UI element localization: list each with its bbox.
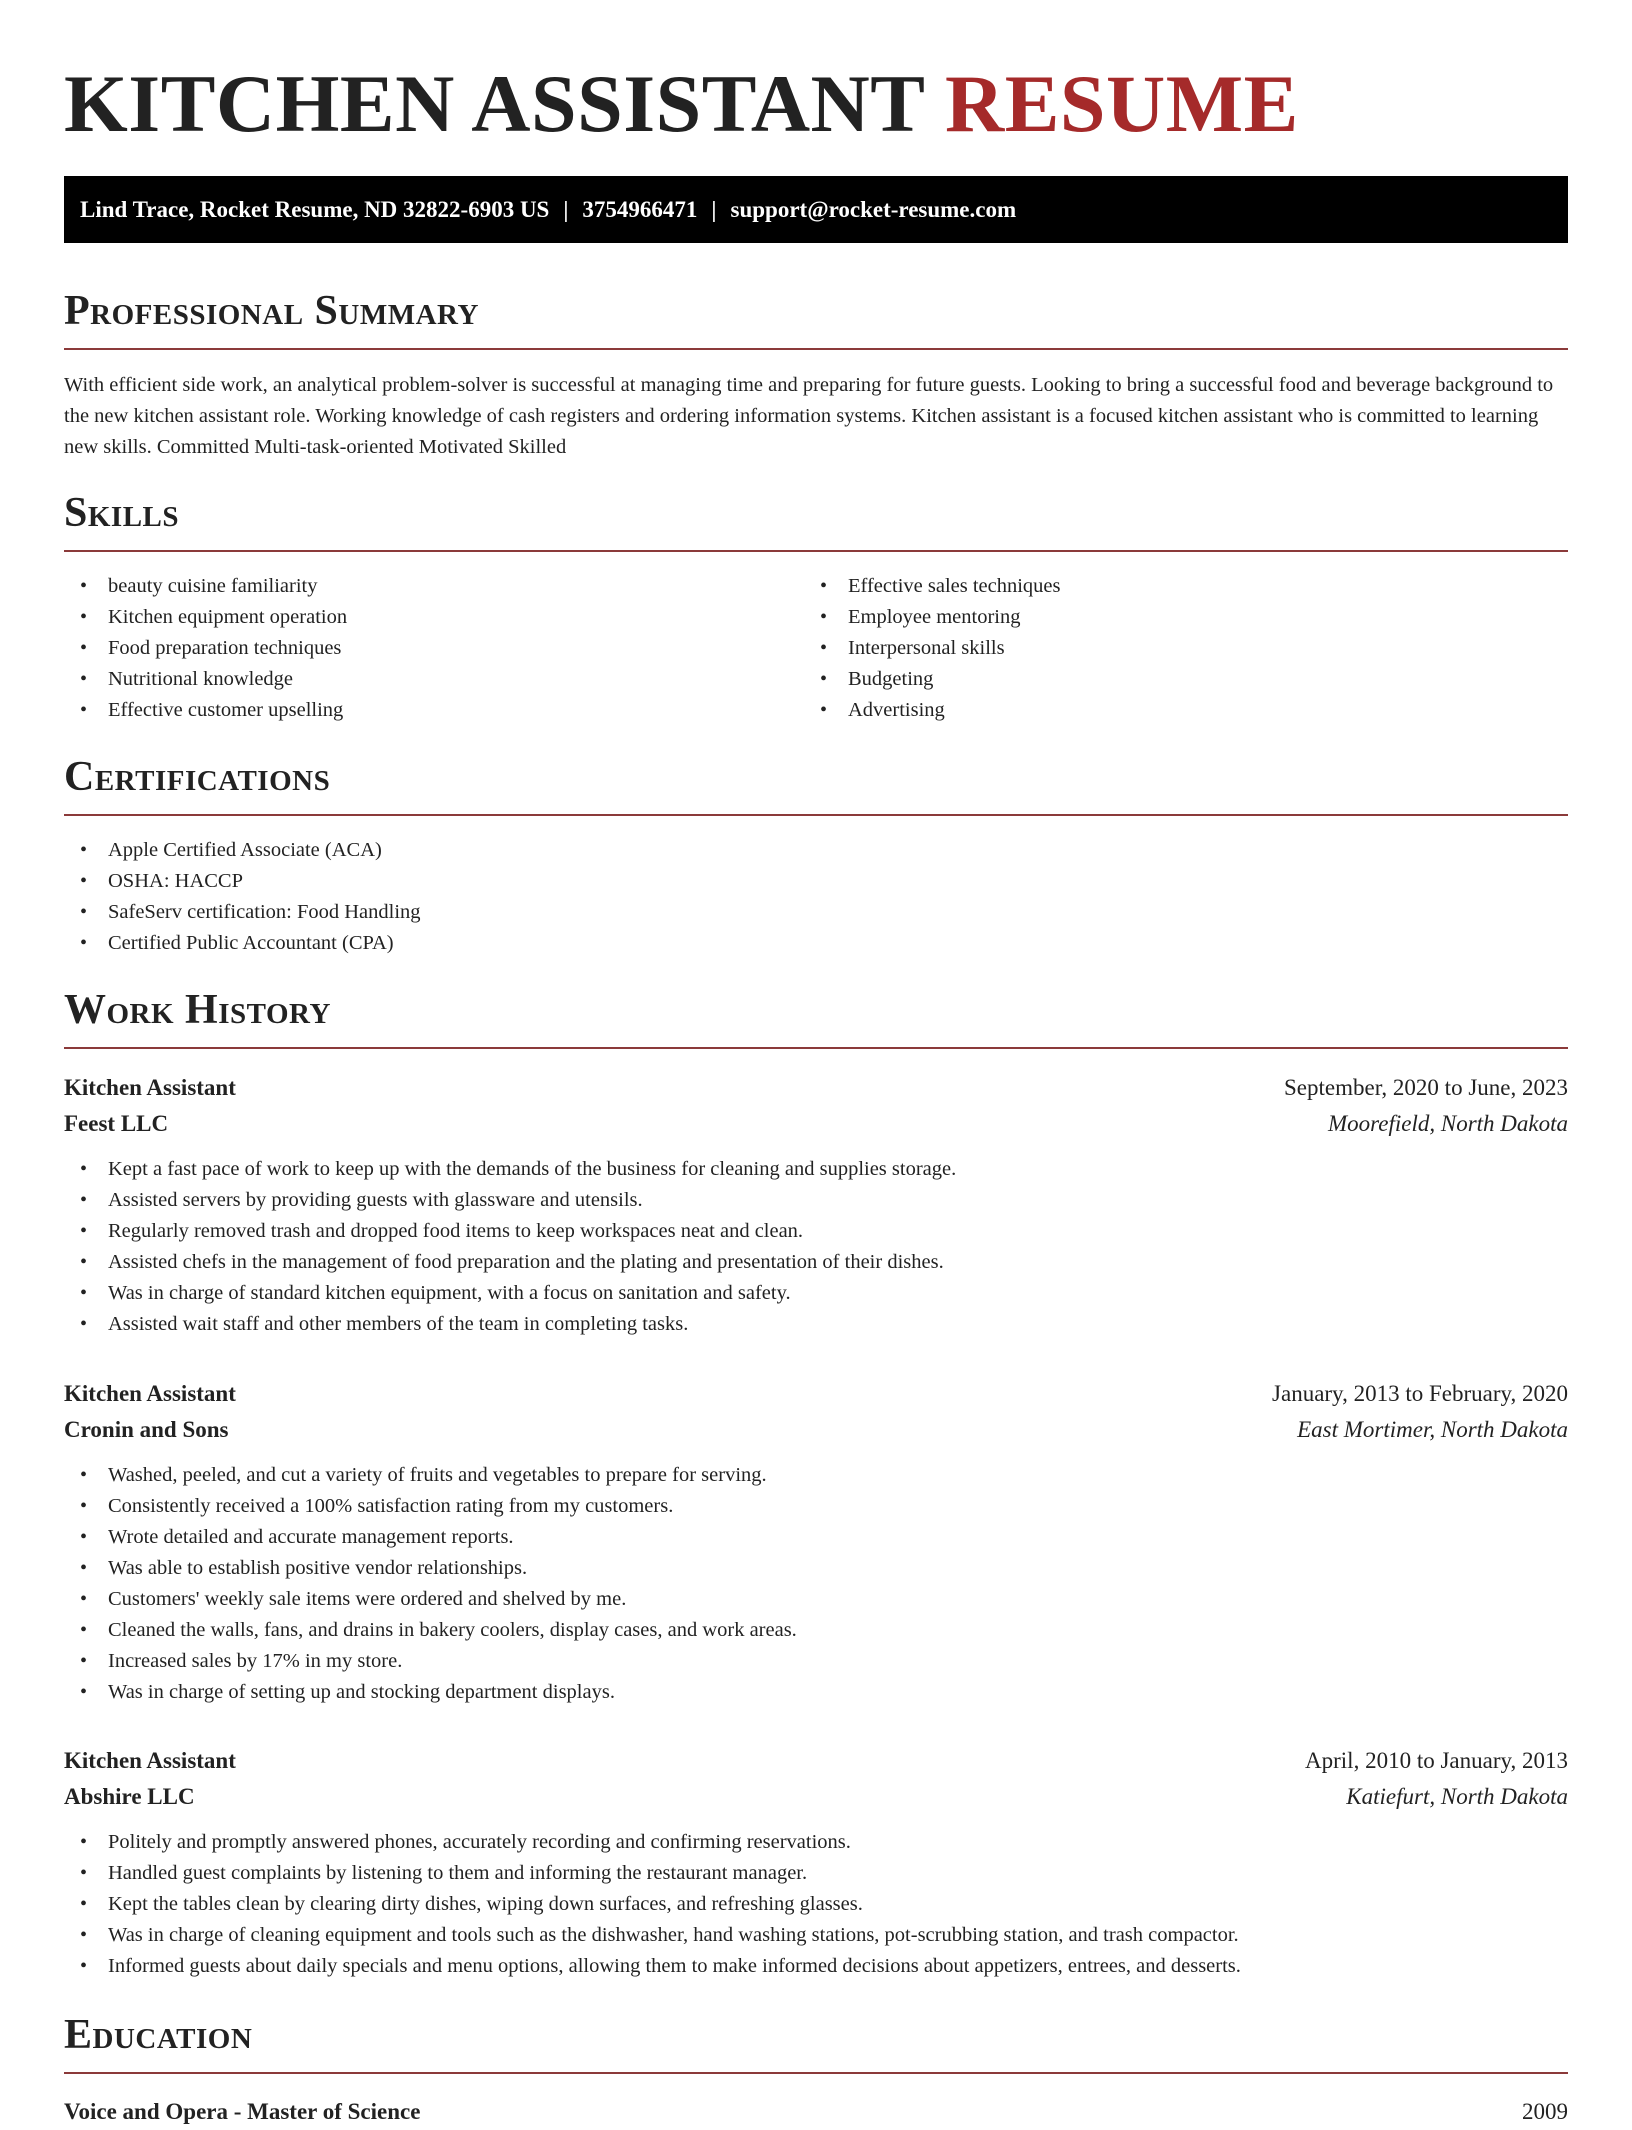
section-heading-work-history: Work History: [64, 985, 1568, 1049]
section-heading-summary: Professional Summary: [64, 286, 1568, 350]
job-location: East Mortimer, North Dakota: [1297, 1417, 1568, 1442]
job-company-row: [64, 1779, 1568, 1815]
contact-separator: |: [711, 197, 717, 222]
job-header-row: [64, 1743, 1568, 1779]
list-item: • Handled guest complaints by listening to them and informing the restaurant manager.: [64, 1858, 1568, 1889]
job-company-row: [64, 1412, 1568, 1448]
job-entry: [64, 1070, 1568, 1340]
education-degree: Voice and Opera - Master of Science: [64, 2099, 421, 2124]
list-item: • Nutritional knowledge: [64, 664, 764, 695]
list-item: • Was in charge of standard kitchen equipment, with a focus on sanitation and safety.: [64, 1278, 1568, 1309]
job-dates: September, 2020 to June, 2023: [1284, 1075, 1568, 1100]
job-duties-list: [64, 1460, 1568, 1708]
job-duties-list: [64, 1827, 1568, 1982]
contact-email[interactable]: support@rocket-resume.com: [730, 197, 1017, 222]
list-item: • Increased sales by 17% in my store.: [64, 1646, 1568, 1677]
job-dates: April, 2010 to January, 2013: [1305, 1748, 1568, 1773]
list-item: • Assisted servers by providing guests with glassware and utensils.: [64, 1185, 1568, 1216]
contact-bar: [64, 176, 1568, 243]
section-heading-skills: Skills: [64, 488, 1568, 552]
list-item: • Effective customer upselling: [64, 695, 764, 726]
skills-list-right: [804, 571, 1504, 726]
list-item: • Certified Public Accountant (CPA): [64, 928, 1568, 959]
list-item: • Food preparation techniques: [64, 633, 764, 664]
list-item: • Apple Certified Associate (ACA): [64, 835, 1568, 866]
list-item: • Wrote detailed and accurate management reports.: [64, 1522, 1568, 1553]
list-item: • Regularly removed trash and dropped food items to keep workspaces neat and clean.: [64, 1216, 1568, 1247]
title-main: KITCHEN ASSISTANT: [64, 58, 924, 149]
list-item: • SafeServ certification: Food Handling: [64, 897, 1568, 928]
list-item: • Interpersonal skills: [804, 633, 1504, 664]
education-year: 2009: [1522, 2099, 1568, 2124]
list-item: • Effective sales techniques: [804, 571, 1504, 602]
list-item: • Informed guests about daily specials and menu options, allowing them to make informed decisions about appetizers, entrees, and desserts.: [64, 1951, 1568, 1982]
list-item: • Consistently received a 100% satisfaction rating from my customers.: [64, 1491, 1568, 1522]
list-item: • OSHA: HACCP: [64, 866, 1568, 897]
list-item: • Was in charge of setting up and stocking department displays.: [64, 1677, 1568, 1708]
contact-phone[interactable]: 3754966471: [582, 197, 698, 222]
list-item: • Kitchen equipment operation: [64, 602, 764, 633]
job-header-row: [64, 1070, 1568, 1106]
section-heading-certifications: Certifications: [64, 752, 1568, 816]
job-location: Moorefield, North Dakota: [1328, 1111, 1568, 1136]
list-item: • Budgeting: [804, 664, 1504, 695]
skills-list-left: [64, 571, 764, 726]
certifications-list: [64, 835, 1568, 959]
list-item: • Customers' weekly sale items were ordered and shelved by me.: [64, 1584, 1568, 1615]
list-item: • Employee mentoring: [804, 602, 1504, 633]
summary-text: With efficient side work, an analytical problem-solver is successful at managing time and preparing for future guests. Looking to bring a successful food and beverage background to the new kitchen assistant role. Working knowledge of cash registers and ordering information systems. Kitchen assistant is a focused kitchen assistant who is committed to learning new skills. Committed Multi-task-oriented Motivated Skilled: [64, 374, 1554, 458]
list-item: • Advertising: [804, 695, 1504, 726]
list-item: • Assisted chefs in the management of food preparation and the plating and presentation of their dishes.: [64, 1247, 1568, 1278]
contact-address: Lind Trace, Rocket Resume, ND 32822-6903 US: [80, 197, 550, 222]
job-dates: January, 2013 to February, 2020: [1272, 1381, 1568, 1406]
section-heading-education: Education: [64, 2010, 1568, 2074]
resume-title: [64, 0, 1568, 174]
title-accent: RESUME: [944, 58, 1299, 149]
list-item: • Kept a fast pace of work to keep up with the demands of the business for cleaning and supplies storage.: [64, 1154, 1568, 1185]
job-title: Kitchen Assistant: [64, 1748, 236, 1773]
list-item: • Was in charge of cleaning equipment and tools such as the dishwasher, hand washing stations, pot-scrubbing station, and trash compactor.: [64, 1920, 1568, 1951]
list-item: • Cleaned the walls, fans, and drains in bakery coolers, display cases, and work areas.: [64, 1615, 1568, 1646]
contact-separator: |: [563, 197, 569, 222]
job-company: Abshire LLC: [64, 1784, 195, 1809]
list-item: • Washed, peeled, and cut a variety of fruits and vegetables to prepare for serving.: [64, 1460, 1568, 1491]
list-item: • beauty cuisine familiarity: [64, 571, 764, 602]
education-entry: [64, 2094, 1568, 2130]
job-company: Feest LLC: [64, 1111, 169, 1136]
job-entry: [64, 1376, 1568, 1708]
job-entry: [64, 1743, 1568, 1982]
job-location: Katiefurt, North Dakota: [1346, 1784, 1568, 1809]
job-duties-list: [64, 1154, 1568, 1340]
job-title: Kitchen Assistant: [64, 1075, 236, 1100]
job-company-row: [64, 1106, 1568, 1142]
list-item: • Politely and promptly answered phones, accurately recording and confirming reservations.: [64, 1827, 1568, 1858]
list-item: • Assisted wait staff and other members of the team in completing tasks.: [64, 1309, 1568, 1340]
list-item: • Kept the tables clean by clearing dirty dishes, wiping down surfaces, and refreshing glasses.: [64, 1889, 1568, 1920]
job-header-row: [64, 1376, 1568, 1412]
list-item: • Was able to establish positive vendor relationships.: [64, 1553, 1568, 1584]
job-company: Cronin and Sons: [64, 1417, 229, 1442]
job-title: Kitchen Assistant: [64, 1381, 236, 1406]
